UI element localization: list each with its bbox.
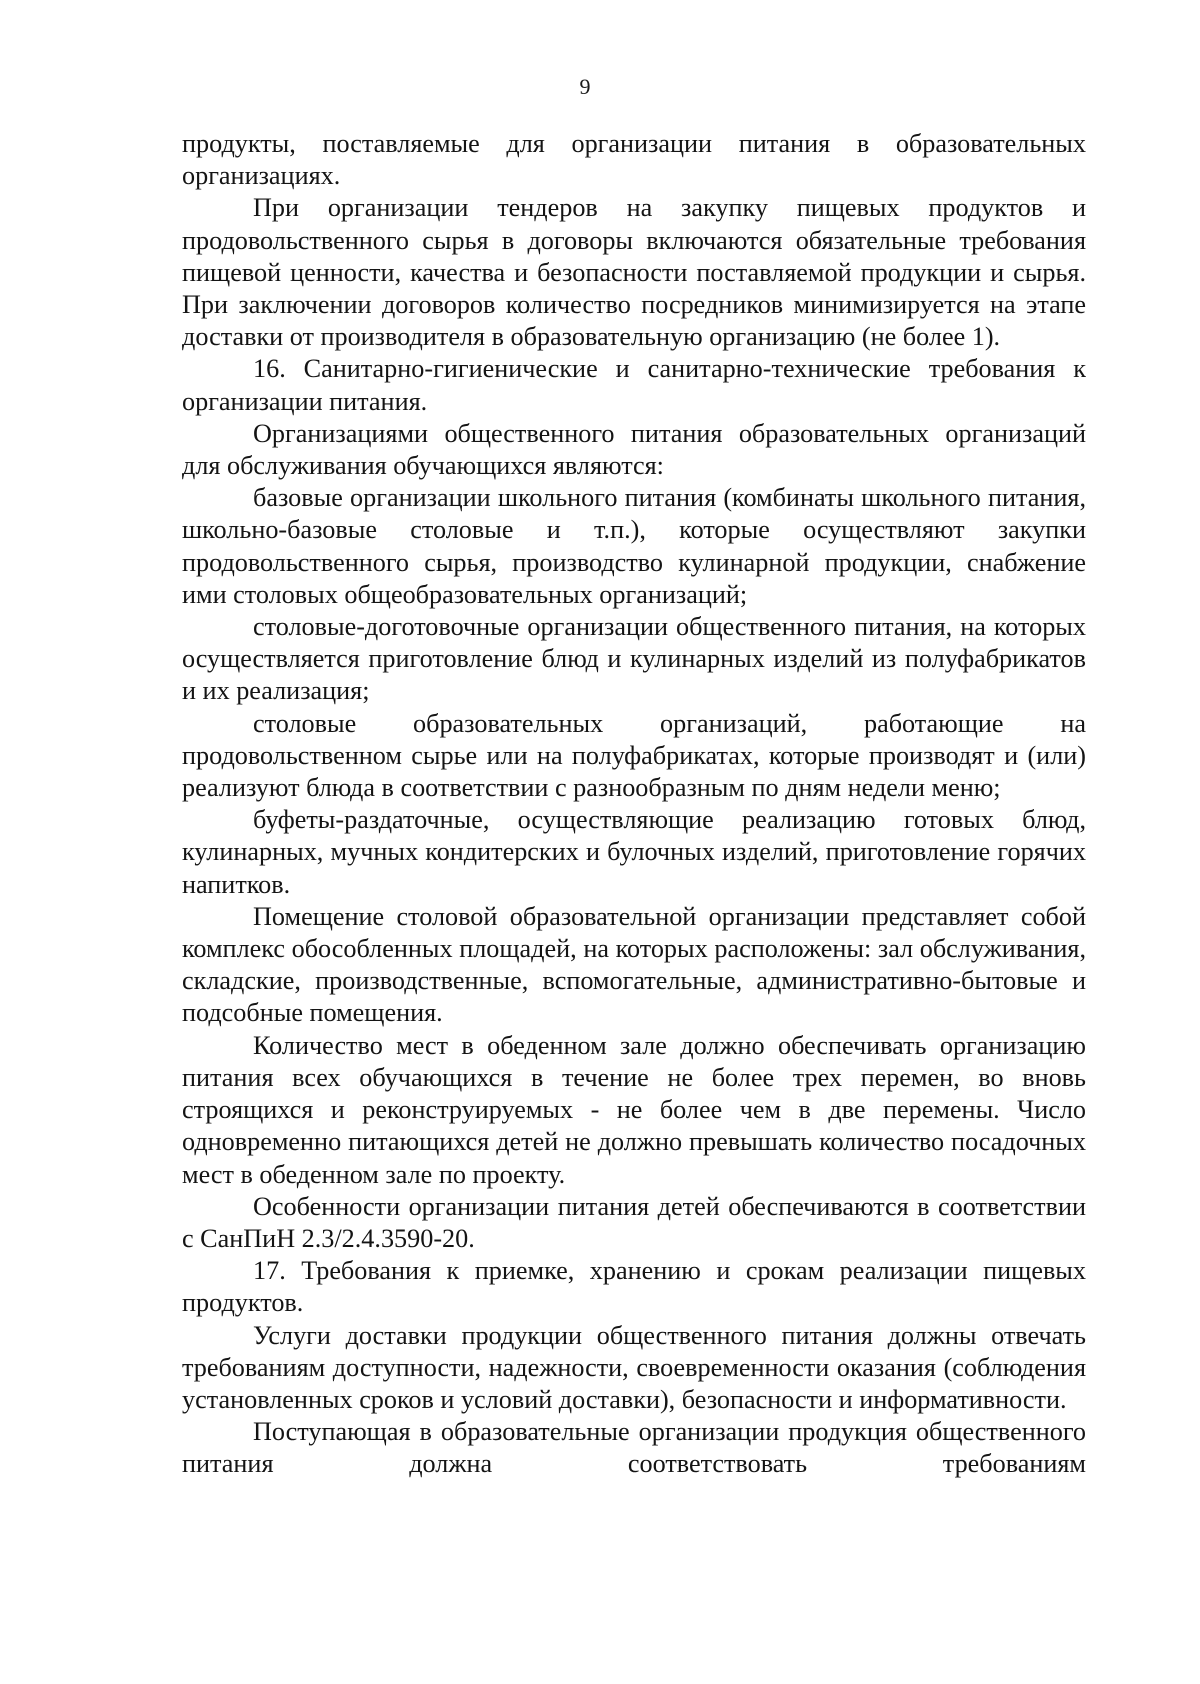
list-item: буфеты-раздаточные, осуществляющие реализацию готовых блюд, кулинарных, мучных кондитерских и булочных изделий, приготовление горячих напитков. — [182, 805, 1086, 899]
page-number: 9 — [579, 74, 591, 99]
paragraph: Количество мест в обеденном зале должно обеспечивать организацию питания всех обучающихся в течение не более трех перемен, во вновь строящихся и реконструируемых - не более чем в две перемены. Число одновременно питающихся детей не должно превышать количество посадочных мест в обеденном зале по проекту. — [182, 1030, 1086, 1189]
paragraph: Особенности организации питания детей обеспечиваются в соответствии с СанПиН 2.3/2.4.3590-20. — [182, 1191, 1086, 1253]
paragraph: продукты, поставляемые для организации питания в образовательных организациях. — [182, 129, 1086, 191]
list-item: столовые-доготовочные организации общественного питания, на которых осуществляется приготовление блюд и кулинарных изделий из полуфабрикатов и их реализация; — [182, 612, 1086, 706]
paragraph: Помещение столовой образовательной организации представляет собой комплекс обособленных площадей, на которых расположены: зал обслуживания, складские, производственные, вспомогательные, административно-бытовые и подсобные помещения. — [182, 901, 1086, 1028]
document-body — [182, 128, 1086, 1481]
list-item: базовые организации школьного питания (комбинаты школьного питания, школьно-базовые столовые и т.п.), которые осуществляют закупки продовольственного сырья, производство кулинарной продукции, снабжение ими столовых общеобразовательных организаций; — [182, 483, 1086, 609]
paragraph: Услуги доставки продукции общественного питания должны отвечать требованиям доступности, надежности, своевременности оказания (соблюдения установленных сроков и условий доставки), безопасности и информативности. — [182, 1320, 1086, 1414]
list-item: столовые образовательных организаций, работающие на продовольственном сырье или на полуфабрикатах, которые производят и (или) реализуют блюда в соответствии с разнообразным по дням недели меню; — [182, 708, 1086, 803]
section-heading-16: 16. Санитарно-гигиенические и санитарно-технические требования к организации питания. — [182, 354, 1086, 416]
paragraph: Поступающая в образовательные организации продукция общественного питания должна соответствовать требованиям — [182, 1417, 1086, 1479]
paragraph: При организации тендеров на закупку пищевых продуктов и продовольственного сырья в договоры включаются обязательные требования пищевой ценности, качества и безопасности поставляемой продукции и сырья. При заключении договоров количество посредников минимизируется на этапе доставки от производителя в образовательную организацию (не более 1). — [182, 193, 1086, 352]
section-heading-17: 17. Требования к приемке, хранению и срокам реализации пищевых продуктов. — [182, 1256, 1086, 1318]
paragraph: Организациями общественного питания образовательных организаций для обслуживания обучающихся являются: — [182, 418, 1086, 481]
